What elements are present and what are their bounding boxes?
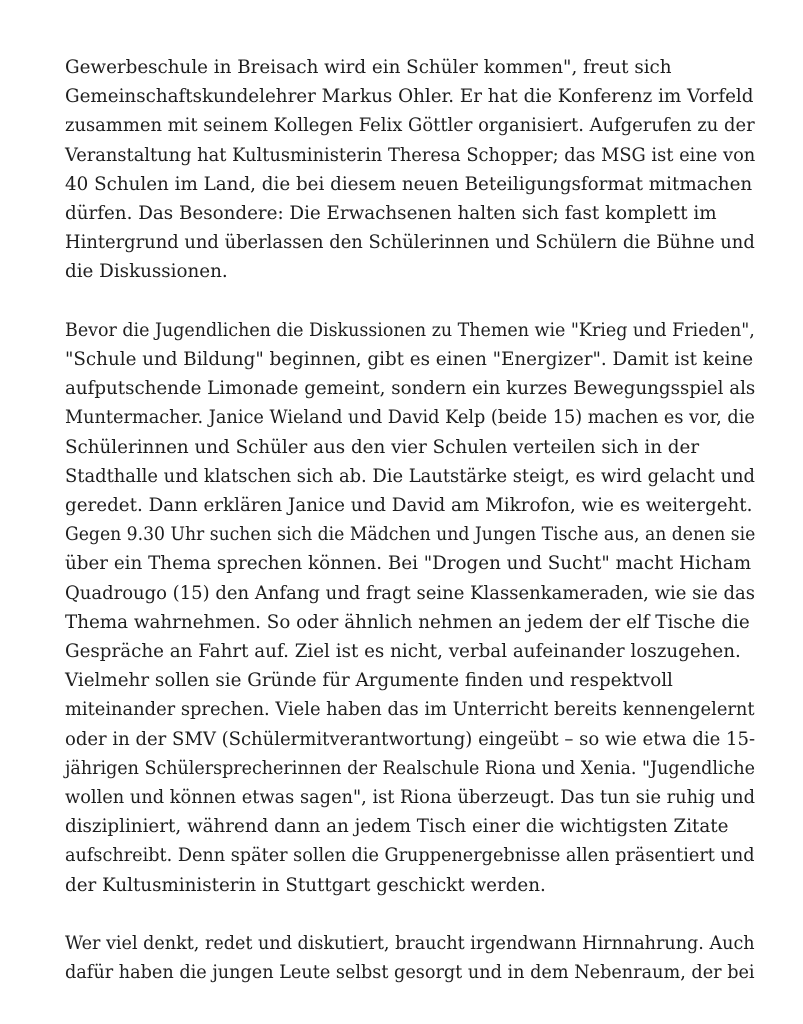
text-line: aufputschende Limonade gemeint, sondern ein kurzes Bewegungsspiel als <box>65 378 756 400</box>
text-line: Vielmehr sollen sie Gründe für Argumente finden und respektvoll <box>65 670 673 692</box>
paragraph-2 <box>65 316 755 900</box>
text-line: Stadthalle und klatschen sich ab. Die Lautstärke steigt, es wird gelacht und <box>65 465 755 487</box>
paragraph-3 <box>65 929 755 987</box>
paragraph-spacer <box>65 900 755 929</box>
text-line: Hintergrund und überlassen den Schülerinnen und Schülern die Bühne und <box>65 232 755 254</box>
text-line: Gewerbeschule in Breisach wird ein Schüler kommen", freut sich <box>65 57 672 78</box>
article-body <box>65 53 755 987</box>
text-line: dafür haben die jungen Leute selbst gesorgt und in dem Nebenraum, der bei <box>65 962 755 984</box>
text-line: wollen und können etwas sagen", ist Riona überzeugt. Das tun sie ruhig und <box>65 787 755 809</box>
text-line: über ein Thema sprechen können. Bei "Drogen und Sucht" macht Hicham <box>65 553 752 575</box>
text-line: geredet. Dann erklären Janice und David am Mikrofon, wie es weitergeht. <box>65 495 753 517</box>
text-line: Gespräche an Fahrt auf. Ziel ist es nicht, verbal aufeinander loszugehen. <box>65 641 741 663</box>
text-line: miteinander sprechen. Viele haben das im Unterricht bereits kennengelernt <box>65 699 755 721</box>
text-line: Thema wahrnehmen. So oder ähnlich nehmen an jedem der elf Tische die <box>65 611 750 633</box>
text-line: dürfen. Das Besondere: Die Erwachsenen halten sich fast komplett im <box>65 203 717 225</box>
text-line: jährigen Schülersprecherinnen der Realschule Riona und Xenia. "Jugendliche <box>65 757 755 779</box>
text-line: diszipliniert, während dann an jedem Tisch einer die wichtigsten Zitate <box>65 816 729 838</box>
text-line: Schülerinnen und Schüler aus den vier Schulen verteilen sich in der <box>65 436 700 458</box>
text-line: Gemeinschaftskundelehrer Markus Ohler. Er hat die Konferenz im Vorfeld <box>65 86 754 108</box>
text-line: Quadrougo (15) den Anfang und fragt seine Klassenkameraden, wie sie das <box>65 582 755 604</box>
text-line: Gegen 9.30 Uhr suchen sich die Mädchen und Jungen Tische aus, an denen sie <box>65 524 756 546</box>
text-line: Veranstaltung hat Kultusministerin Theresa Schopper; das MSG ist eine von <box>65 144 756 166</box>
text-line: aufschreibt. Denn später sollen die Gruppenergebnisse allen präsentiert und <box>65 845 755 867</box>
paragraph-spacer <box>65 287 755 316</box>
text-line: die Diskussionen. <box>65 261 228 283</box>
text-line: Bevor die Jugendlichen die Diskussionen zu Themen wie "Krieg und Frieden", <box>65 319 755 341</box>
text-line: oder in der SMV (Schülermitverantwortung) eingeübt – so wie etwa die 15- <box>65 728 756 750</box>
text-line: 40 Schulen im Land, die bei diesem neuen Beteiligungsformat mitmachen <box>65 173 753 195</box>
text-line: "Schule und Bildung" beginnen, gibt es einen "Energizer". Damit ist keine <box>65 349 754 371</box>
text-line: zusammen mit seinem Kollegen Felix Göttler organisiert. Aufgerufen zu der <box>65 115 755 137</box>
text-line: Wer viel denkt, redet und diskutiert, braucht irgendwann Hirnnahrung. Auch <box>65 933 755 955</box>
text-line: der Kultusministerin in Stuttgart geschickt werden. <box>65 874 546 896</box>
paragraph-1 <box>65 53 755 287</box>
text-line: Muntermacher. Janice Wieland und David Kelp (beide 15) machen es vor, die <box>65 407 755 429</box>
